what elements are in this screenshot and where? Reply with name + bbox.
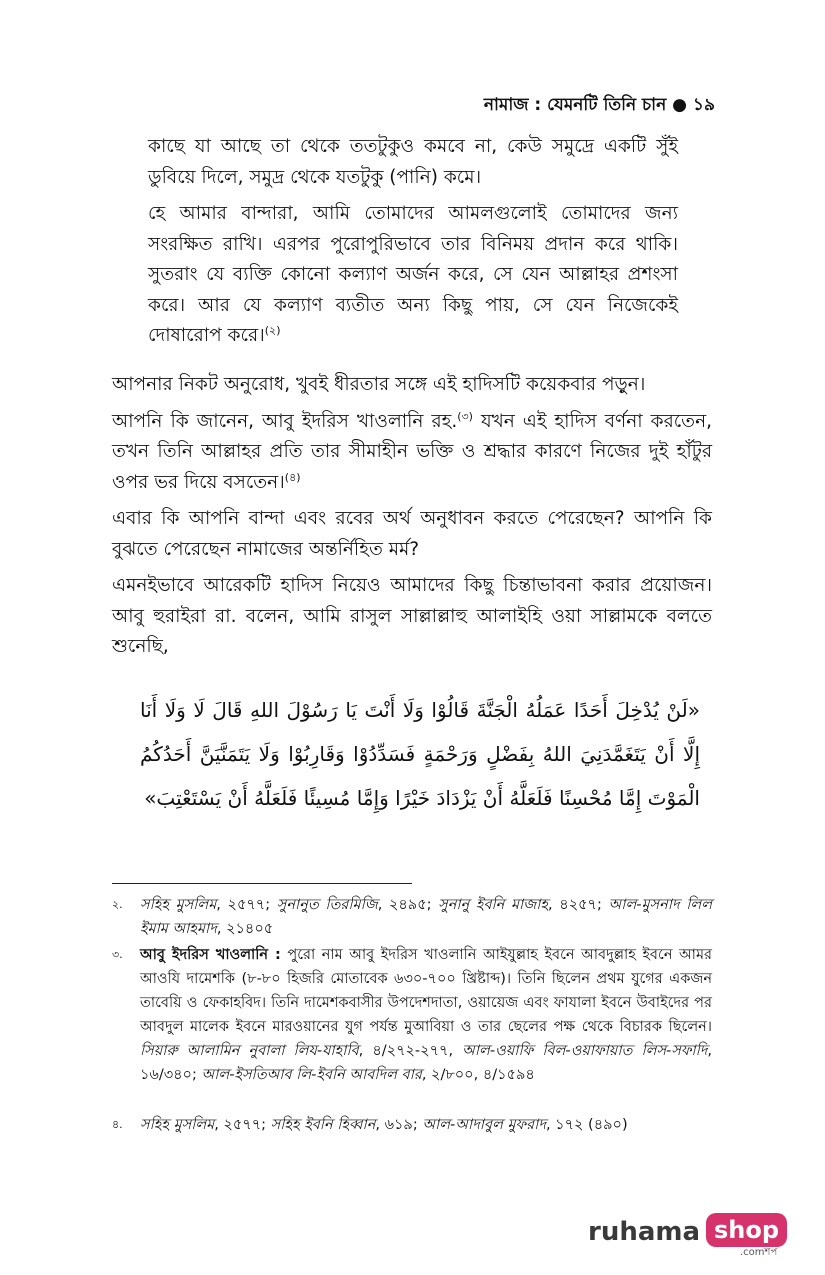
footnote-3 [112,943,712,1087]
footnote-ref-4[interactable]: (৪) [284,470,301,484]
footnote-run: , ৬১৯; [375,1117,423,1133]
footnote-4 [112,1113,712,1137]
citation-title: সহিহ ইবনি হিব্বান [270,1117,376,1133]
footnote-run: পুরো নাম আবু ইদরিস খাওলানি আইযুল্লাহ ইবনে আবদুল্লাহ ইবনে আমর আওযি দামেশকি (৮-৮০ হিজরি মোতাবেক ৬৩০-৭০০ খ্রিষ্টাব্দ)। তিনি ছিলেন প্রথম যুগের একজন তাবেয়ি ও ফেকাহবিদ। তিনি দামেশকবাসীর উপদেশদাতা, ওয়ায়েজ এবং ফাযালা ইবনে উবাইদের পর আবদুল মালেক ইবনে মারওয়ানের যুগ পর্যন্ত মুআবিয়া ও তার ছেলের পক্ষ থেকে বিচারক ছিলেন। [140,947,712,1035]
citation-title: আল-মুসনাদ লিল ইমাম আহমাদ [140,897,712,937]
logo-word-shop: shop [706,1213,787,1247]
citation-title: সিয়ারু আলামিন নুবালা লিয-যাহাবি [140,1043,359,1059]
footnote-number: ৪. [112,1118,123,1131]
body-paragraph-2 [112,407,712,499]
footnote-number: ৩. [112,948,123,961]
footnote-run: , ২৫৭৭; [214,1117,271,1133]
footnote-2 [112,893,712,941]
citation-title: আল-আদাবুল মুফরাদ [422,1117,546,1133]
body-paragraph-1: আপনার নিকট অনুরোধ, খুবই ধীরতার সঙ্গে এই হাদিসটি কয়েকবার পড়ুন। [112,374,646,395]
body-paragraph-4: এমনইভাবে আরেকটি হাদিস নিয়েও আমাদের কিছু চিন্তাভাবনা করার প্রয়োজন। আবু হুরাইরা রা. বলেন, আমি রাসুল সাল্লাল্লাহু আলাইহি ওয়া সাল্লামকে বলতে শুনেছি, [112,575,712,657]
quote-paragraph-2 [148,199,678,352]
footnote-run: , ১৭২ (৪৯০) [545,1117,628,1133]
main-body [112,370,712,669]
citation-title: আল-ইসতিআব লি-ইবনি আবদিল বার [201,1067,422,1083]
footnote-run: , ২/৮০০, ৪/১৫৯৪ [421,1067,535,1083]
citation-title: সুনানুত তিরমিজি [276,897,378,913]
running-header: নামাজ : যেমনটি তিনি চান ● ১৯ [483,95,715,115]
footnote-run: , ২১৪০৫ [216,921,274,937]
footnote-run: , ১৬/৩৪০; [140,1043,713,1083]
citation-title: সুনানু ইবনি মাজাহ [438,897,549,913]
footnote-run: , ৪২৫৭; [548,897,609,913]
footnote-run: , ২৫৭৭; [216,897,277,913]
footnote-number: ২. [112,898,123,911]
arabic-hadith: «لَنْ يُدْخِلَ أَحَدًا عَمَلُهُ الْجَنَّةَ قَالُوْا وَلَا أَنْتَ يَا رَسُوْلَ اللهِ قَالَ لَا وَلَا أَنَا إِلَّا أَنْ يَتَغَمَّدَنِيَ اللهُ بِفَضْلٍ وَرَحْمَةٍ فَسَدِّدُوْا وَقَارِبُوْا وَلَا يَتَمَنَّيَنَّ أَحَدُكُمُ الْمَوْتَ إِمَّا مُحْسِنًا فَلَعَلَّهُ أَنْ يَزْدَادَ خَيْرًا وَإِمَّا مُسِيئًا فَلَعَلَّهُ أَنْ يَسْتَعْتِبَ» [140,698,700,810]
footnote-divider [112,883,412,884]
footnote-ref-3[interactable]: (৩) [457,409,473,423]
body-paragraph-2-b: যখন এই হাদিস বর্ণনা করতেন, তখন তিনি আল্লাহর প্রতি তার সীমাহীন ভক্তি ও শ্রদ্ধার কারণে নিজের দুই হাঁটুর ওপর ভর দিয়ে বসতেন। [112,410,712,493]
logo-suffix: .comশপ [740,1247,778,1258]
quote-paragraph-2-text: হে আমার বান্দারা, আমি তোমাদের আমলগুলোই তোমাদের জন্য সংরক্ষিত রাখি। এরপর পুরোপুরিভাবে তার বিনিময় প্রদান করে থাকি। সুতরাং যে ব্যক্তি কোনো কল্যাণ অর্জন করে, সে যেন আল্লাহর প্রশংসা করে। আর যে কল্যাণ ব্যতীত অন্য কিছু পায়, সে যেন নিজেকেই দোষারোপ করে। [148,203,678,346]
citation-title: সহিহ মুসলিম [140,1117,215,1133]
body-paragraph-2-a: আপনি কি জানেন, আবু ইদরিস খাওলানি রহ. [112,410,458,432]
footnote-run: , ২৪৯৫; [377,897,439,913]
citation-title: আল-ওয়াফি বিল-ওয়াফায়াত লিস-সফাদি [462,1043,708,1059]
footnote-text [140,1113,712,1137]
quote-paragraph-1: কাছে যা আছে তা থেকে ততটুকুও কমবে না, কেউ সমুদ্রে একটি সুঁই ডুবিয়ে দিলে, সমুদ্র থেকে যতটুকু (পানি) কমে। [148,136,678,188]
footnote-text [140,893,712,941]
hadith-quote [148,132,678,358]
logo-word-ruhama: ruhama [588,1217,701,1247]
citation-title: সহিহ মুসলিম [140,897,217,913]
footnote-ref-2[interactable]: (২) [264,323,281,337]
footnote-run: , ৪/২৭২-২৭৭, [358,1043,463,1059]
footnote-text [140,943,712,1087]
footnote-term: আবু ইদরিস খাওলানি : [140,947,281,963]
publisher-logo [588,1213,778,1261]
body-paragraph-3: এবার কি আপনি বান্দা এবং রবের অর্থ অনুধাবন করতে পেরেছেন? আপনি কি বুঝতে পেরেছেন নামাজের অন্তর্নিহিত মর্ম? [112,508,712,560]
